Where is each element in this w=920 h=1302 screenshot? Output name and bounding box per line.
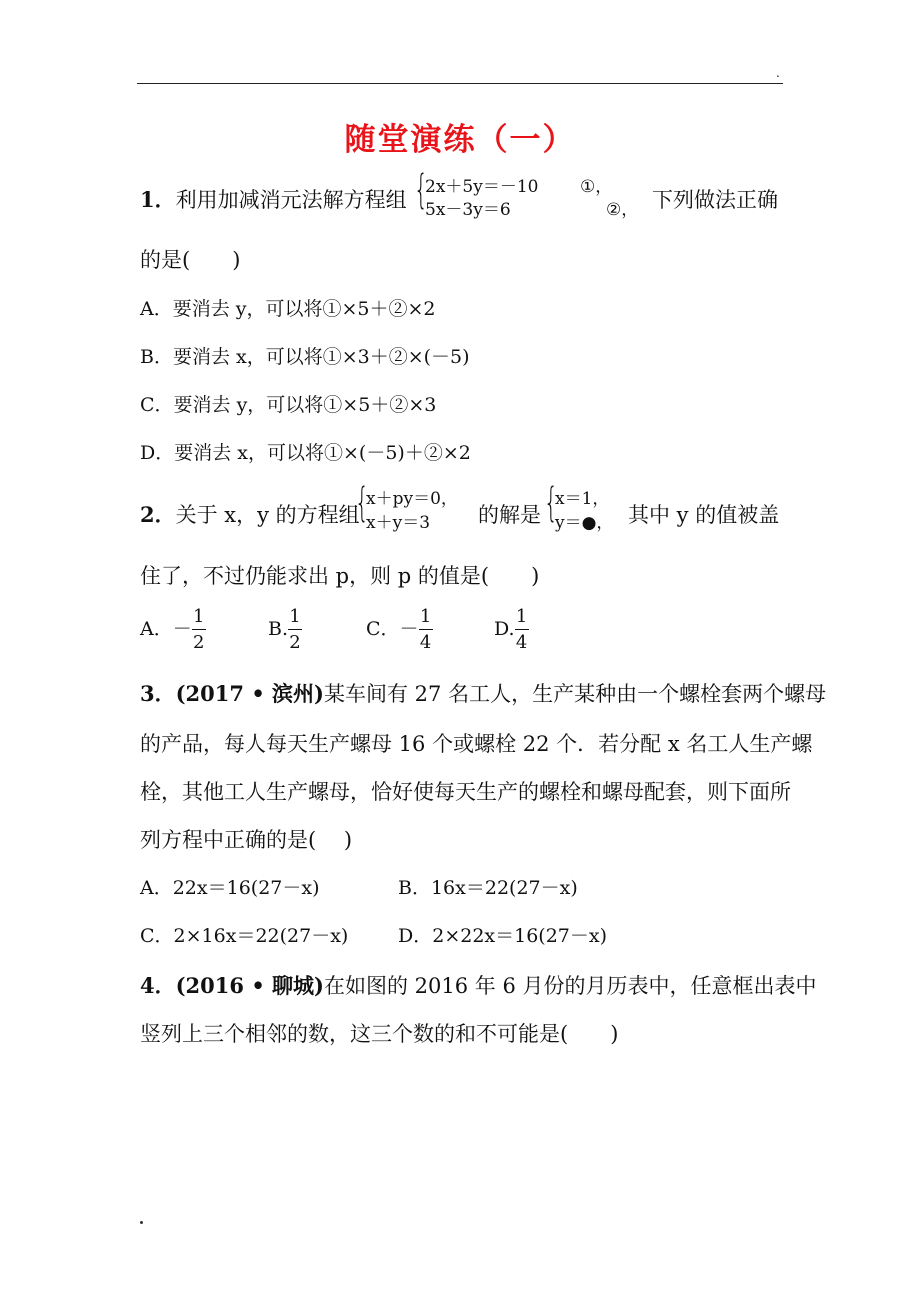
numerator: 1 [289, 606, 301, 627]
fraction [192, 606, 206, 654]
question-text: 的解是 [478, 503, 541, 527]
system-brace: { [544, 480, 558, 526]
question-text: 利用加减消元法解方程组 [175, 188, 407, 212]
denominator: 2 [289, 632, 301, 653]
option-a: A．要消去 y，可以将①×5＋②×2 [140, 298, 436, 320]
option-d [494, 606, 529, 654]
question-3-line-2: 的产品，每人每天生产螺母 16 个或螺栓 22 个．若分配 x 名工人生产螺 [140, 732, 813, 756]
equation-1: 2x＋5y＝－10 [425, 177, 539, 197]
option-b: B．要消去 x，可以将①×3＋②×(－5) [140, 346, 470, 368]
question-number: 2． [140, 502, 176, 527]
page-title: 随堂演练（一） [344, 122, 576, 158]
fraction [515, 606, 529, 654]
option-a: A．22x＝16(27－x) [140, 877, 320, 899]
denominator: 4 [515, 632, 528, 653]
fraction [419, 606, 433, 654]
option-d: D．要消去 x，可以将①×(－5)＋②×2 [140, 442, 471, 464]
question-4-line-2: 竖列上三个相邻的数，这三个数的和不可能是( ) [140, 1022, 619, 1046]
equation-2-tag: ②， [606, 200, 639, 220]
solution-y: y＝●， [555, 513, 614, 533]
option-label: A．－ [140, 618, 192, 640]
question-source: (2016 • 聊城) [175, 973, 324, 998]
equation-1-tag: ①， [580, 177, 613, 197]
numerator: 1 [419, 606, 432, 627]
option-a [140, 606, 206, 654]
question-2-line-2: 住了，不过仍能求出 p，则 p 的值是( ) [140, 564, 540, 588]
equation-1: x＋py＝0， [366, 489, 458, 509]
question-source: (2017 • 滨州) [175, 681, 324, 706]
question-number: 4． [140, 973, 176, 998]
top-mark: . [776, 66, 780, 80]
question-text: 下列做法正确 [652, 188, 778, 212]
question-text: 关于 x，y 的方程组 [175, 503, 360, 527]
question-4-line-1 [140, 970, 817, 1000]
question-number: 3． [140, 681, 176, 706]
solution-x: x＝1， [555, 489, 610, 509]
question-1-line-2: 的是( ) [140, 248, 241, 272]
option-b: B．16x＝22(27－x) [398, 877, 578, 899]
equation-2: 5x－3y＝6 [425, 200, 511, 220]
fraction [288, 606, 302, 654]
question-3-line-4: 列方程中正确的是( ) [140, 828, 353, 852]
system-brace: { [355, 480, 369, 526]
option-label: D. [494, 618, 515, 640]
option-c: C．要消去 y，可以将①×5＋②×3 [140, 394, 437, 416]
footer-dot [140, 1221, 143, 1224]
option-b [268, 606, 302, 654]
system-brace: { [414, 167, 428, 213]
equation-2: x＋y＝3 [366, 513, 431, 533]
question-1-line-1 [140, 184, 407, 214]
question-3-line-3: 栓，其他工人生产螺母，恰好使每天生产的螺栓和螺母配套，则下面所 [140, 780, 791, 804]
numerator: 1 [193, 606, 205, 627]
option-c [366, 606, 433, 654]
option-label: B. [268, 618, 289, 640]
header-rule [137, 83, 783, 84]
question-3-line-1 [140, 678, 826, 708]
option-label: C．－ [366, 618, 419, 640]
option-c: C．2×16x＝22(27－x) [140, 925, 349, 947]
question-number: 1． [140, 187, 176, 212]
option-d: D．2×22x＝16(27－x) [398, 925, 608, 947]
question-text: 在如图的 2016 年 6 月份的月历表中，任意框出表中 [324, 974, 817, 998]
denominator: 4 [419, 632, 432, 653]
question-2-line-1 [140, 499, 360, 529]
denominator: 2 [193, 632, 205, 653]
numerator: 1 [515, 606, 528, 627]
question-text: 其中 y 的值被盖 [628, 503, 780, 527]
question-text: 某车间有 27 名工人，生产某种由一个螺栓套两个螺母 [324, 682, 827, 706]
